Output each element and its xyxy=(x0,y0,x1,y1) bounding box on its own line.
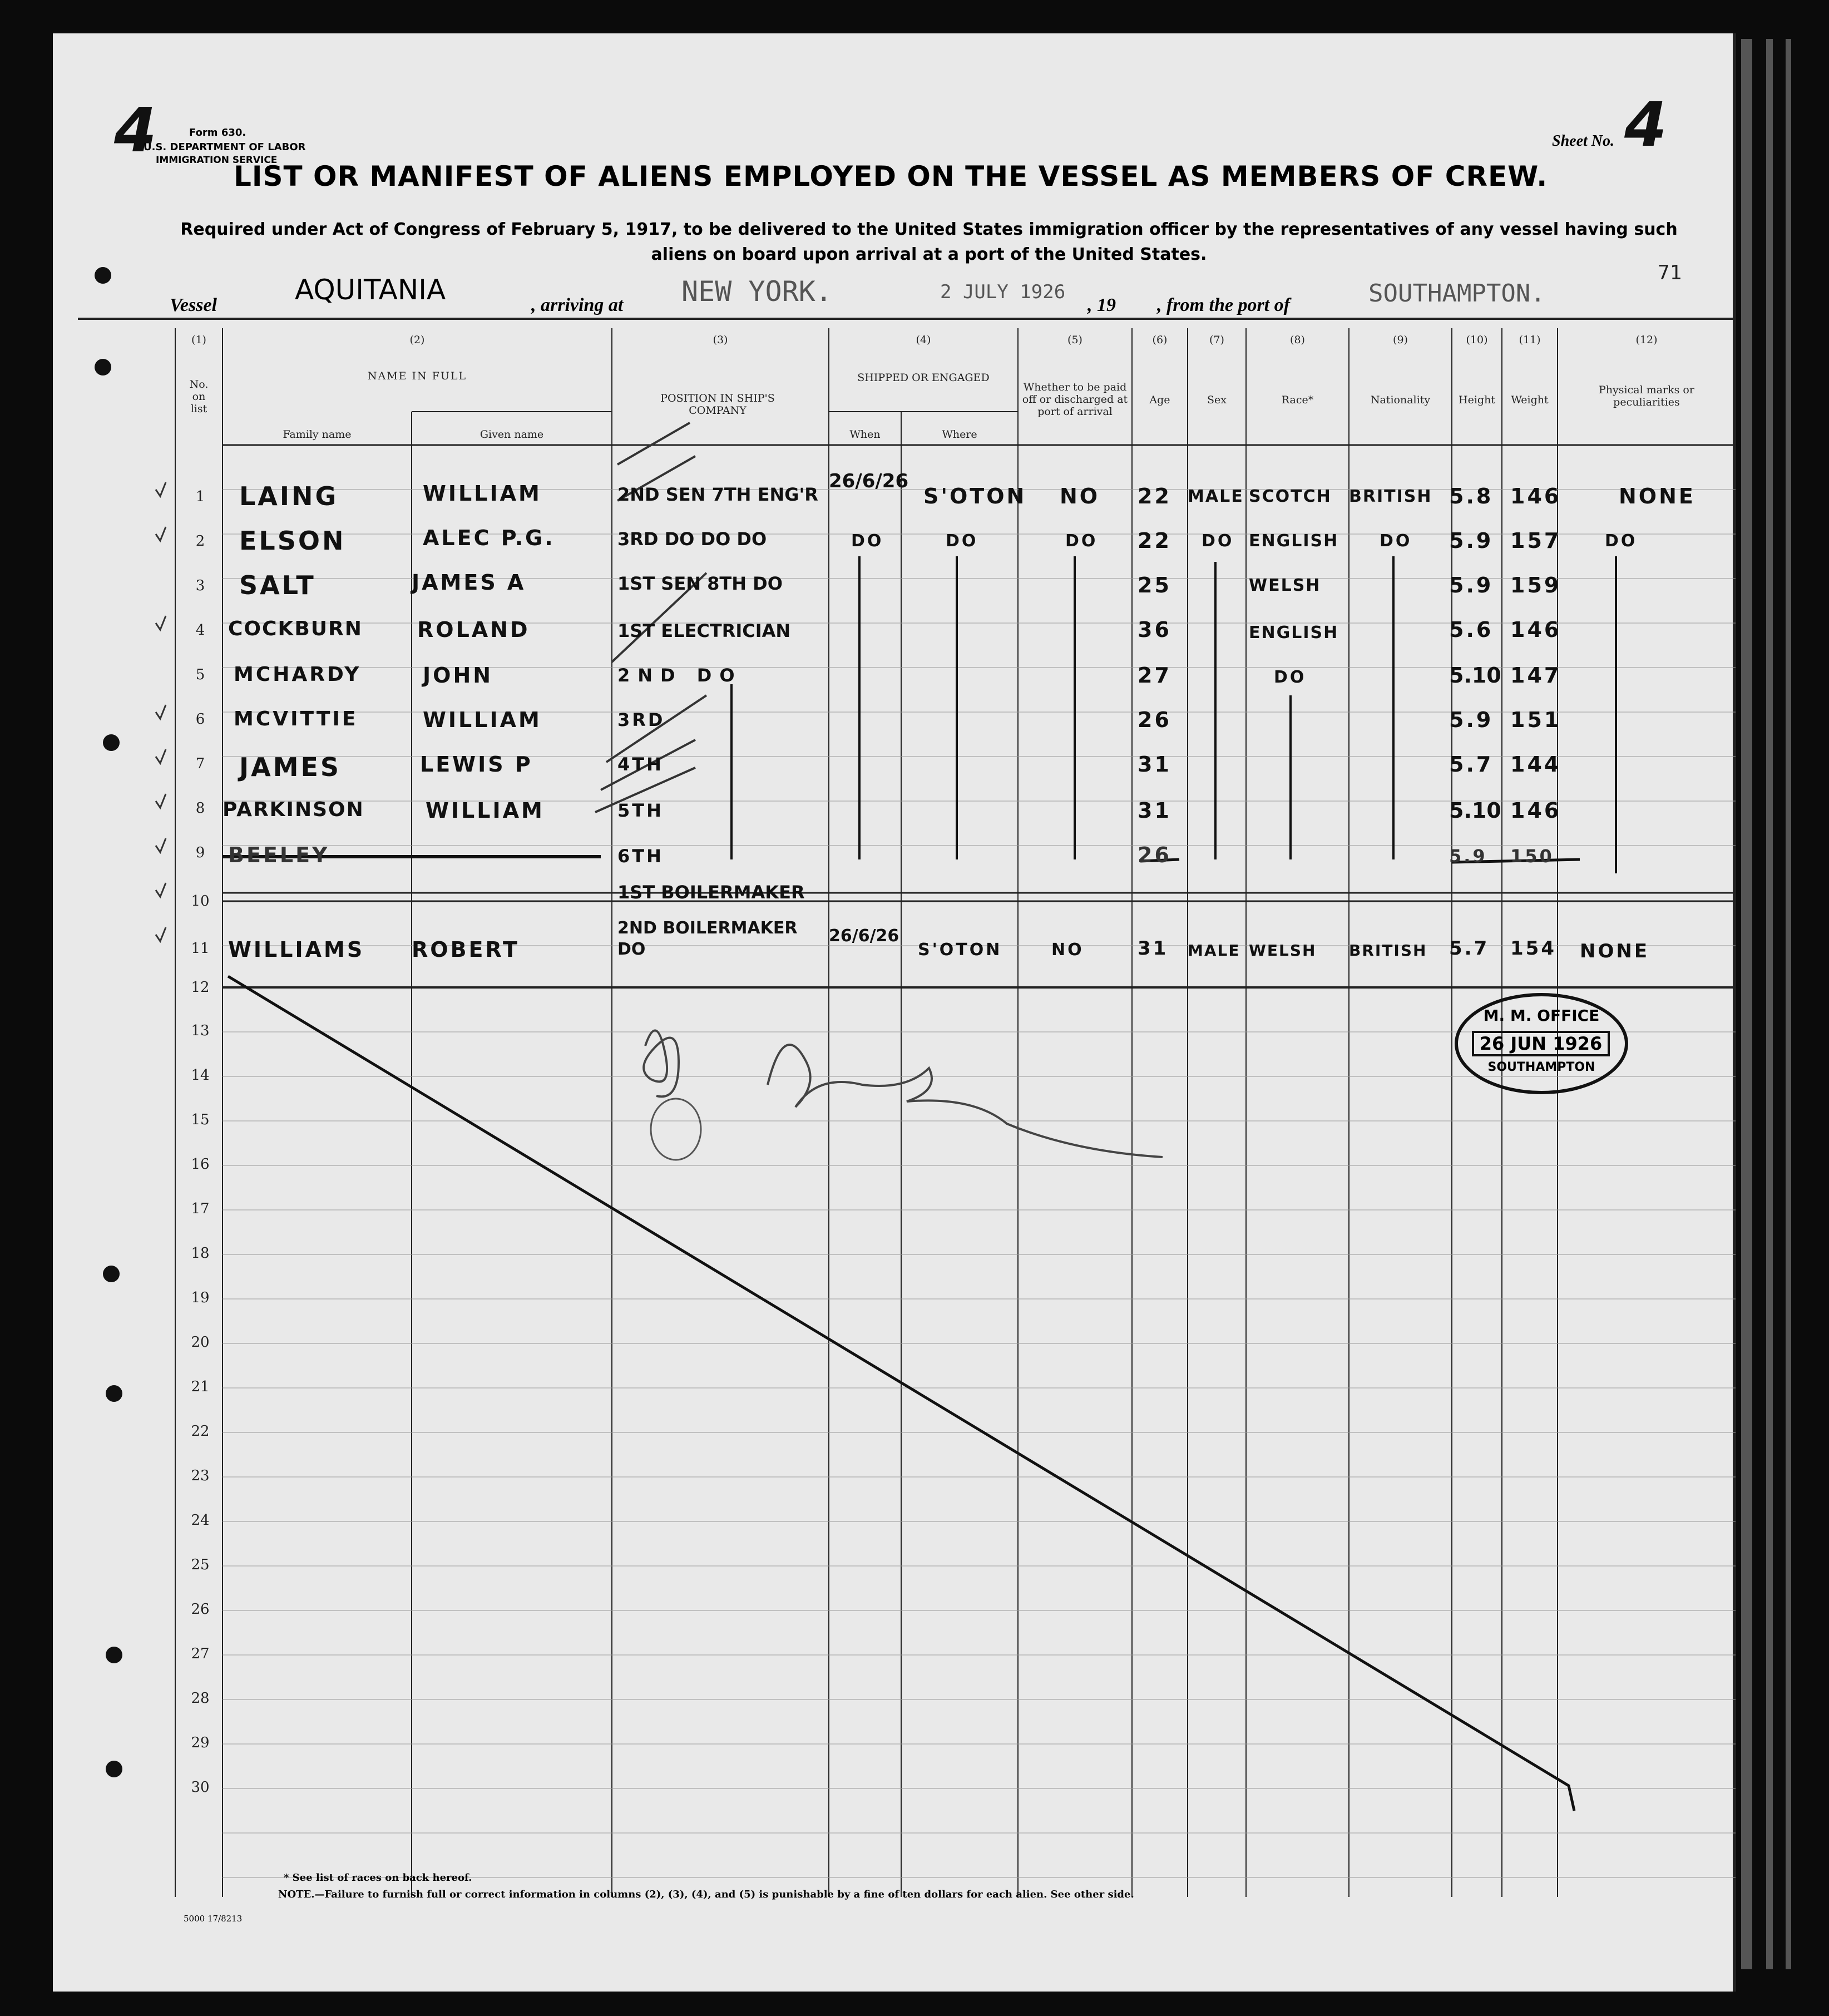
physical-marks: NONE xyxy=(1580,940,1650,962)
print-code: 5000 17/8213 xyxy=(184,1914,243,1924)
col2b-header: Given name xyxy=(480,428,544,441)
col4b-header: Where xyxy=(942,428,977,441)
age: 27 xyxy=(1138,663,1171,688)
row-number: 29 xyxy=(191,1735,210,1751)
col6-header: Age xyxy=(1149,394,1170,406)
page-number: 71 xyxy=(1658,261,1682,284)
height: 5.9 xyxy=(1449,528,1494,553)
row-number: 15 xyxy=(191,1111,210,1128)
row-number: 19 xyxy=(191,1289,210,1306)
family-name: COCKBURN xyxy=(228,617,363,640)
given-name: JOHN xyxy=(423,663,493,688)
nationality: BRITISH xyxy=(1349,941,1427,960)
shipped-where: S'OTON xyxy=(923,484,1027,508)
sex: MALE xyxy=(1188,941,1240,960)
race: WELSH xyxy=(1249,941,1317,960)
height: 5.9 xyxy=(1449,708,1494,732)
sheet-number: 4 xyxy=(1624,89,1673,160)
stamp-line2: 26 JUN 1926 xyxy=(1472,1031,1610,1056)
race: DO xyxy=(1274,668,1307,687)
position: 3RD DO DO DO xyxy=(617,528,767,550)
age: 31 xyxy=(1138,937,1169,960)
row-number: 25 xyxy=(191,1557,210,1573)
given-name: WILLIAM xyxy=(426,798,545,823)
position: 1ST SEN 8TH DO xyxy=(617,573,783,594)
col2-header: NAME IN FULL xyxy=(367,370,467,382)
footer-note: NOTE.—Failure to furnish full or correct information in columns (2), (3), (4), and (5) is punishable by a fine of ten dollars for each alien. See other side. xyxy=(278,1889,1134,1900)
height: 5.10 xyxy=(1449,798,1501,823)
col2a-header: Family name xyxy=(283,428,352,441)
nationality: DO xyxy=(1380,531,1412,551)
family-name: MCVITTIE xyxy=(234,708,358,730)
corner-mark: 4 xyxy=(114,95,162,166)
weight: 151 xyxy=(1510,708,1561,732)
race: WELSH xyxy=(1249,576,1321,595)
family-name: WILLIAMS xyxy=(228,937,365,962)
family-name: SALT xyxy=(239,570,316,600)
family-name: PARKINSON xyxy=(223,798,364,821)
col1-num: (1) xyxy=(191,334,206,346)
age: 31 xyxy=(1138,752,1171,777)
row-number: 5 xyxy=(195,666,205,683)
position: 4TH xyxy=(617,754,664,775)
height: 5.8 xyxy=(1449,484,1494,508)
given-name: LEWIS P xyxy=(420,752,533,777)
given-name: JAMES A xyxy=(412,570,526,595)
race: ENGLISH xyxy=(1249,531,1339,551)
given-name: WILLIAM xyxy=(423,708,542,732)
col9-num: (9) xyxy=(1393,334,1408,346)
physical-marks: DO xyxy=(1605,531,1638,551)
arrival-date: 2 JULY 1926 xyxy=(940,281,1066,303)
weight: 157 xyxy=(1510,528,1561,553)
col7-num: (7) xyxy=(1209,334,1224,346)
row-number: 12 xyxy=(191,979,210,996)
col10-header: Height xyxy=(1459,394,1495,406)
row-number: 28 xyxy=(191,1690,210,1707)
position: 1ST BOILERMAKER xyxy=(617,882,805,903)
sex: MALE xyxy=(1188,487,1244,506)
height: 5.9 xyxy=(1449,573,1494,597)
shipped-when: 26/6/26 xyxy=(829,470,909,492)
page-title: LIST OR MANIFEST OF ALIENS EMPLOYED ON THE VESSEL AS MEMBERS OF CREW. xyxy=(234,160,1548,192)
weight: 154 xyxy=(1510,937,1556,960)
col8-num: (8) xyxy=(1290,334,1305,346)
row-number: 11 xyxy=(191,940,210,957)
row-number: 9 xyxy=(195,844,205,861)
paid-off: NO xyxy=(1051,940,1084,960)
age: 25 xyxy=(1138,573,1171,597)
age: 22 xyxy=(1138,528,1171,553)
position: 3RD xyxy=(617,709,665,730)
subtitle-line2: aliens on board upon arrival at a port of the United States. xyxy=(651,245,1207,264)
race: SCOTCH xyxy=(1249,487,1332,506)
col5-header: Whether to be paid off or discharged at port of arrival xyxy=(1022,381,1128,418)
weight: 146 xyxy=(1510,798,1561,823)
age: 22 xyxy=(1138,484,1171,508)
family-name: LAING xyxy=(239,481,339,511)
paid-off: DO xyxy=(1065,531,1098,551)
arriving-port: NEW YORK. xyxy=(681,275,832,308)
age: 36 xyxy=(1138,617,1171,642)
height: 5.7 xyxy=(1449,752,1494,777)
weight: 144 xyxy=(1510,752,1561,777)
race: ENGLISH xyxy=(1249,623,1339,643)
col3-header: POSITION IN SHIP'S COMPANY xyxy=(660,392,775,417)
height: 5.10 xyxy=(1449,663,1501,688)
row-number: 24 xyxy=(191,1512,210,1529)
row-number: 27 xyxy=(191,1646,210,1662)
row-number: 30 xyxy=(191,1779,210,1796)
paid-off: NO xyxy=(1060,484,1100,508)
col12-num: (12) xyxy=(1635,334,1658,346)
col3-num: (3) xyxy=(713,334,728,346)
col2-num: (2) xyxy=(409,334,425,346)
col9-header: Nationality xyxy=(1370,394,1431,406)
col11-num: (11) xyxy=(1519,334,1541,346)
stamp-line3: SOUTHAMPTON xyxy=(1487,1060,1595,1074)
position: 2ND DO xyxy=(617,665,743,686)
service: IMMIGRATION SERVICE xyxy=(156,155,278,166)
department: U.S. DEPARTMENT OF LABOR xyxy=(144,141,306,153)
row-number: 4 xyxy=(195,622,205,639)
col5-num: (5) xyxy=(1067,334,1082,346)
shipped-when: DO xyxy=(851,531,884,551)
col11-header: Weight xyxy=(1511,394,1549,406)
row-number: 10 xyxy=(191,893,210,910)
family-name: JAMES xyxy=(239,752,342,782)
physical-marks: NONE xyxy=(1619,484,1695,508)
col1-header: No. on list xyxy=(189,378,209,415)
given-name: ALEC P.G. xyxy=(423,526,555,550)
col7-header: Sex xyxy=(1207,394,1227,406)
row-number: 23 xyxy=(191,1467,210,1484)
arriving-label: , arriving at xyxy=(531,295,624,315)
col12-header: Physical marks or peculiarities xyxy=(1599,384,1694,408)
row-number: 13 xyxy=(191,1022,210,1039)
weight: 146 xyxy=(1510,617,1561,642)
row-number: 20 xyxy=(191,1334,210,1351)
row-number: 17 xyxy=(191,1200,210,1217)
given-name: WILLIAM xyxy=(423,481,542,506)
weight: 159 xyxy=(1510,573,1561,597)
vessel-label: Vessel xyxy=(170,295,217,315)
form-number: Form 630. xyxy=(189,127,246,139)
col6-num: (6) xyxy=(1152,334,1168,346)
year-label: , 19 xyxy=(1087,295,1116,315)
family-name: ELSON xyxy=(239,526,346,556)
col4a-header: When xyxy=(849,428,881,441)
from-label: , from the port of xyxy=(1157,295,1290,315)
row-number: 16 xyxy=(191,1156,210,1173)
row-number: 1 xyxy=(195,488,205,505)
position: 5TH xyxy=(617,800,664,821)
sheet-label: Sheet No. xyxy=(1552,132,1614,150)
row-number: 2 xyxy=(195,533,205,550)
col4-header: SHIPPED OR ENGAGED xyxy=(857,372,990,384)
age: 31 xyxy=(1138,798,1171,823)
given-name: ROBERT xyxy=(412,937,520,962)
row-number: 3 xyxy=(195,577,205,594)
age-struck: 26 xyxy=(1138,843,1171,867)
nationality: BRITISH xyxy=(1349,487,1432,506)
position: 2ND BOILERMAKER DO xyxy=(617,918,798,959)
given-name: ROLAND xyxy=(417,617,530,642)
subtitle-line1: Required under Act of Congress of February 5, 1917, to be delivered to the United States immigration officer by the representatives of any vessel having such xyxy=(180,220,1678,239)
family-name-struck: BEELEY xyxy=(228,843,330,867)
row-number: 26 xyxy=(191,1601,210,1618)
col10-num: (10) xyxy=(1466,334,1488,346)
row-number: 22 xyxy=(191,1423,210,1440)
row-number: 18 xyxy=(191,1245,210,1262)
row-number: 14 xyxy=(191,1067,210,1084)
stamp-line1: M. M. OFFICE xyxy=(1483,1006,1600,1025)
from-port: SOUTHAMPTON. xyxy=(1368,279,1545,308)
vessel-name: AQUITANIA xyxy=(295,274,446,306)
row-number: 7 xyxy=(195,755,205,772)
sex: DO xyxy=(1202,531,1234,551)
col4-num: (4) xyxy=(916,334,931,346)
col8-header: Race* xyxy=(1281,394,1314,406)
shipped-where: DO xyxy=(946,531,978,551)
weight-struck: 150 xyxy=(1510,846,1554,867)
position: 1ST ELECTRICIAN xyxy=(617,620,791,641)
race-footnote: * See list of races on back hereof. xyxy=(284,1872,472,1884)
position: 6TH xyxy=(617,846,664,867)
row-number: 8 xyxy=(195,800,205,817)
row-number: 21 xyxy=(191,1378,210,1395)
shipped-where: S'OTON xyxy=(918,940,1002,960)
age: 26 xyxy=(1138,708,1171,732)
position: 2ND SEN 7TH ENG'R xyxy=(617,484,818,505)
height: 5.6 xyxy=(1449,617,1494,642)
weight: 147 xyxy=(1510,663,1561,688)
height: 5.7 xyxy=(1449,937,1490,960)
height-struck: 5.9 xyxy=(1449,846,1487,867)
row-number: 6 xyxy=(195,711,205,728)
office-stamp xyxy=(1455,993,1628,1094)
shipped-when: 26/6/26 xyxy=(829,926,899,946)
family-name: MCHARDY xyxy=(234,663,362,686)
weight: 146 xyxy=(1510,484,1561,508)
